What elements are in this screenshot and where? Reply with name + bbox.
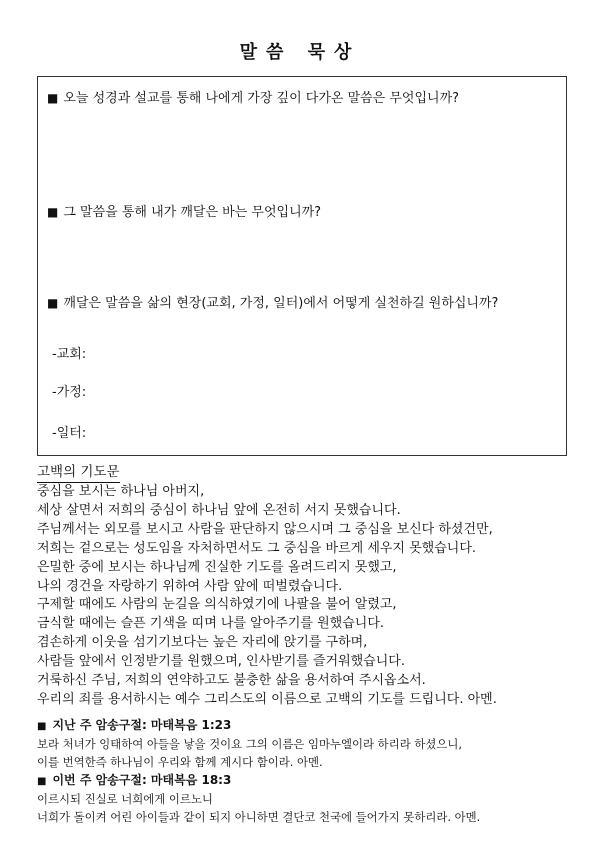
square-bullet-icon: ■ (47, 296, 59, 310)
question-3-text: 깨달은 말씀을 삶의 현장(교회, 가정, 일터)에서 어떻게 실천하길 원하십니까? (63, 296, 499, 311)
prayer-line: 주님께서는 외모를 보시고 사람을 판단하지 않으시며 그 중심을 보신다 하셨건만, (37, 521, 493, 537)
this-week-memory-verse (37, 771, 577, 826)
page-title: 말씀 묵상 (239, 42, 361, 63)
question-2 (47, 202, 321, 223)
prayer-line: 우리의 죄를 용서하시는 예수 그리스도의 이름으로 고백의 기도를 드립니다. 아멘. (37, 691, 497, 707)
church-label: -교회: (52, 347, 87, 362)
question-2-text: 그 말씀을 통해 내가 깨달은 바는 무엇입니까? (63, 205, 322, 220)
square-bullet-icon: ■ (37, 721, 47, 732)
prayer-line: 거룩하신 주님, 저희의 연약하고도 불충한 삶을 용서하여 주시옵소서. (37, 673, 426, 689)
meditation-box (37, 76, 567, 456)
verse-line: 보라 처녀가 잉태하여 아들을 낳을 것이요 그의 이름은 임마누엘이라 하리라 하셨으니, (37, 737, 462, 751)
verse-line: 이르시되 진실로 너희에게 이르노니 (37, 792, 213, 806)
this-week-verse-reference: 이번 주 암송구절: 마태복음 18:3 (52, 773, 232, 787)
home-label: -가정: (52, 385, 87, 400)
prayer-line: 사람들 앞에서 인정받기를 원했으며, 인사받기를 즐거워했습니다. (37, 654, 405, 670)
question-1 (47, 88, 459, 109)
prayer-line: 세상 살면서 저희의 중심이 하나님 앞에 온전히 서지 못했습니다. (37, 502, 401, 518)
work-label: -일터: (52, 426, 87, 441)
prayer-line: 구제할 때에도 사람의 눈길을 의식하였기에 나팔을 불어 알렸고, (37, 597, 397, 613)
this-week-verse-heading (37, 771, 577, 791)
confession-prayer (37, 461, 577, 710)
last-week-verse-heading (37, 716, 577, 736)
last-week-verse-reference: 지난 주 암송구절: 마태복음 1:23 (52, 718, 232, 732)
last-week-memory-verse (37, 716, 577, 771)
prayer-line: 겸손하게 이웃을 섬기기보다는 높은 자리에 앉기를 구하며, (37, 635, 368, 651)
square-bullet-icon: ■ (47, 91, 59, 105)
question-3 (47, 293, 555, 314)
prayer-line: 금식할 때에는 슬픈 기색을 띠며 나를 알아주기를 원했습니다. (37, 616, 385, 632)
prayer-line: 저희는 겉으로는 성도임을 자처하면서도 그 중심을 바르게 세우지 못했습니다. (37, 540, 477, 556)
prayer-line: 중심을 보시는 하나님 아버지, (37, 484, 205, 499)
verse-line: 너희가 돌이켜 어린 아이들과 같이 되지 아니하면 결단코 천국에 들어가지 못하리라. 아멘. (37, 809, 481, 824)
square-bullet-icon: ■ (37, 776, 47, 787)
verse-line: 이를 번역한즉 하나님이 우리와 함께 계시다 함이라. 아멘. (37, 754, 323, 769)
prayer-title: 고백의 기도문 (37, 462, 120, 483)
prayer-line: 은밀한 중에 보시는 하나님께 진실한 기도를 올려드리지 못했고, (37, 559, 397, 575)
square-bullet-icon: ■ (47, 205, 59, 219)
prayer-line: 나의 경건을 자랑하기 위하여 사람 앞에 떠벌렸습니다. (37, 578, 343, 594)
question-1-text: 오늘 성경과 설교를 통해 나에게 가장 깊이 다가온 말씀은 무엇입니까? (63, 91, 460, 106)
